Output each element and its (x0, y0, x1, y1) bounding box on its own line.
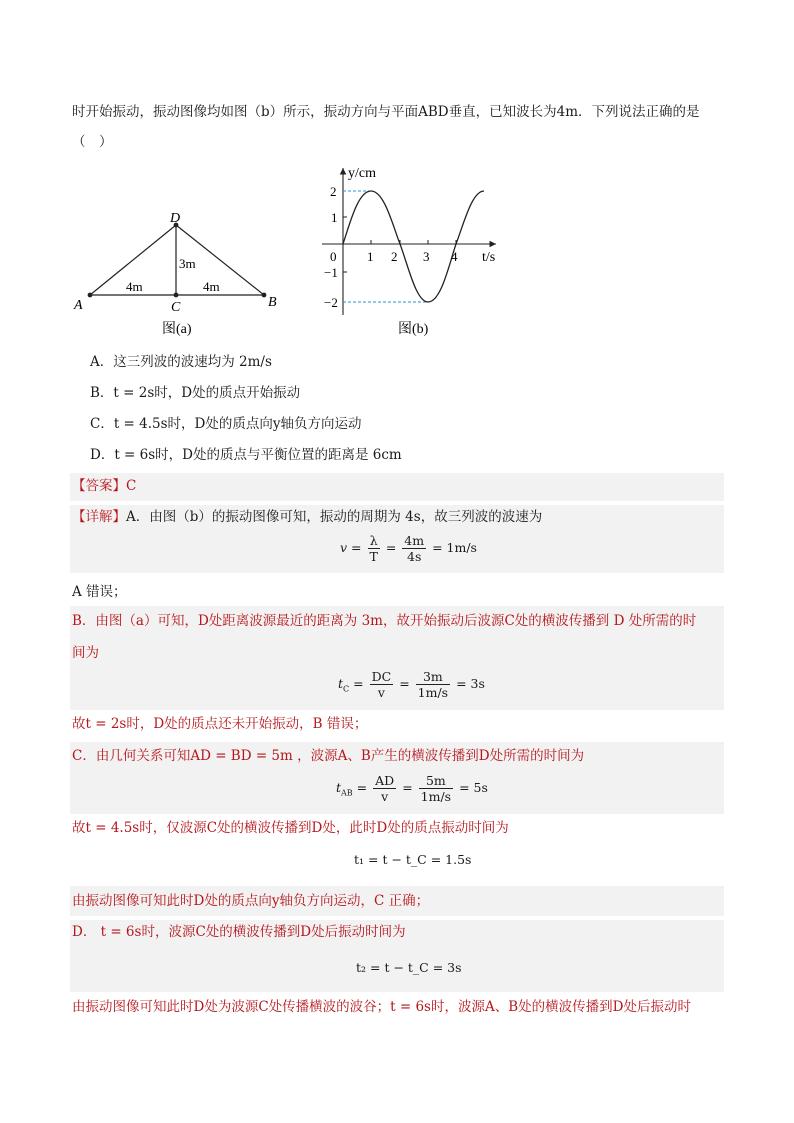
formula-c: $t_{AB}$ = $\frac{AD}{v}$ = $\frac{5m}{1m/s}$ = 5s (336, 773, 488, 804)
detail-c-text: C．由几何关系可知AD = BD = 5m ，波源A、B产生的横波传播到D处所需的时间为 (72, 748, 585, 764)
figure-a-triangle (68, 205, 288, 345)
formula-c2: t₁ = t − t_C = 1.5s (354, 852, 472, 867)
sine-curve (343, 191, 484, 302)
xtick-0: 0 (330, 249, 337, 264)
point-a (88, 293, 93, 298)
xtick-2: 2 (391, 249, 398, 264)
detail-a-text: A．由图（b）的振动图像可知，振动的周期为 4s，故三列波的波速为 (126, 509, 543, 525)
answer-label: 【答案】C (72, 478, 137, 494)
ytick-1: 1 (331, 210, 338, 225)
figure-a-caption: 图(a) (162, 322, 192, 337)
answer-shade (70, 473, 724, 501)
x-axis-label: t/s (482, 250, 496, 265)
label-ac-length: 4m (126, 279, 143, 294)
xtick-3: 3 (423, 249, 430, 264)
detail-label: 【详解】 (72, 509, 126, 525)
option-c: C．t = 4.5s时，D处的质点向y轴负方向运动 (90, 416, 362, 432)
point-c (174, 293, 179, 298)
formula-b: $t_C$ = $\frac{DC}{v}$ = $\frac{3m}{1m/s}$ = 3s (338, 669, 485, 700)
xtick-1: 1 (367, 249, 374, 264)
ytick-2: 2 (330, 184, 337, 199)
detail-c-text2: 故t = 4.5s时，仅波源C处的横波传播到D处，此时D处的质点振动时间为 (72, 820, 509, 836)
question-stem-line1: 时开始振动，振动图像均如图（b）所示，振动方向与平面ABD垂直，已知波长为4m．下列说法正确的是 (72, 104, 700, 120)
detail-a-wrong: A 错误； (72, 584, 127, 600)
option-d: D．t = 6s时，D处的质点与平衡位置的距离是 6cm (90, 447, 402, 463)
detail-d-text: D． t = 6s时，波源C处的横波传播到D处后振动时间为 (72, 924, 406, 940)
ytick-neg2: −2 (324, 295, 338, 310)
figure-b-caption: 图(b) (398, 322, 429, 337)
detail-b-text1: B．由图（a）可知，D处距离波源最近的距离为 3m，故开始振动后波源C处的横波传播到 D 处所需的时 (72, 613, 697, 629)
option-a: A．这三列波的波速均为 2m/s (90, 354, 272, 370)
formula-d: t₂ = t − t_C = 3s (356, 960, 462, 975)
formula-a: v = $\frac{\lambda}{T}$ = $\frac{4m}{4s}$ = 1m/s (340, 533, 477, 564)
label-dc-length: 3m (179, 256, 196, 271)
xtick-4: 4 (451, 249, 458, 264)
detail-d-conclusion: 由振动图像可知此时D处为波源C处传播横波的波谷；t = 6s时，波源A、B处的横波传播到D处后振动时 (72, 999, 691, 1015)
question-stem-line2: （ ） (72, 134, 113, 150)
label-b: B (268, 295, 277, 310)
y-axis-label: y/cm (348, 166, 376, 181)
label-d: D (170, 211, 181, 226)
figure-b-graph (310, 160, 510, 345)
point-b (262, 293, 267, 298)
ytick-neg1: −1 (324, 265, 338, 280)
label-cb-length: 4m (203, 279, 220, 294)
label-c: C (171, 300, 181, 315)
option-b: B．t = 2s时，D处的质点开始振动 (90, 385, 301, 401)
label-a: A (74, 298, 83, 313)
detail-b-text2: 间为 (72, 645, 99, 661)
detail-a-line (72, 507, 542, 527)
detail-b-conclusion: 故t = 2s时，D处的质点还未开始振动，B 错误； (72, 716, 368, 732)
detail-c-conclusion: 由振动图像可知此时D处的质点向y轴负方向运动，C 正确； (72, 893, 430, 909)
